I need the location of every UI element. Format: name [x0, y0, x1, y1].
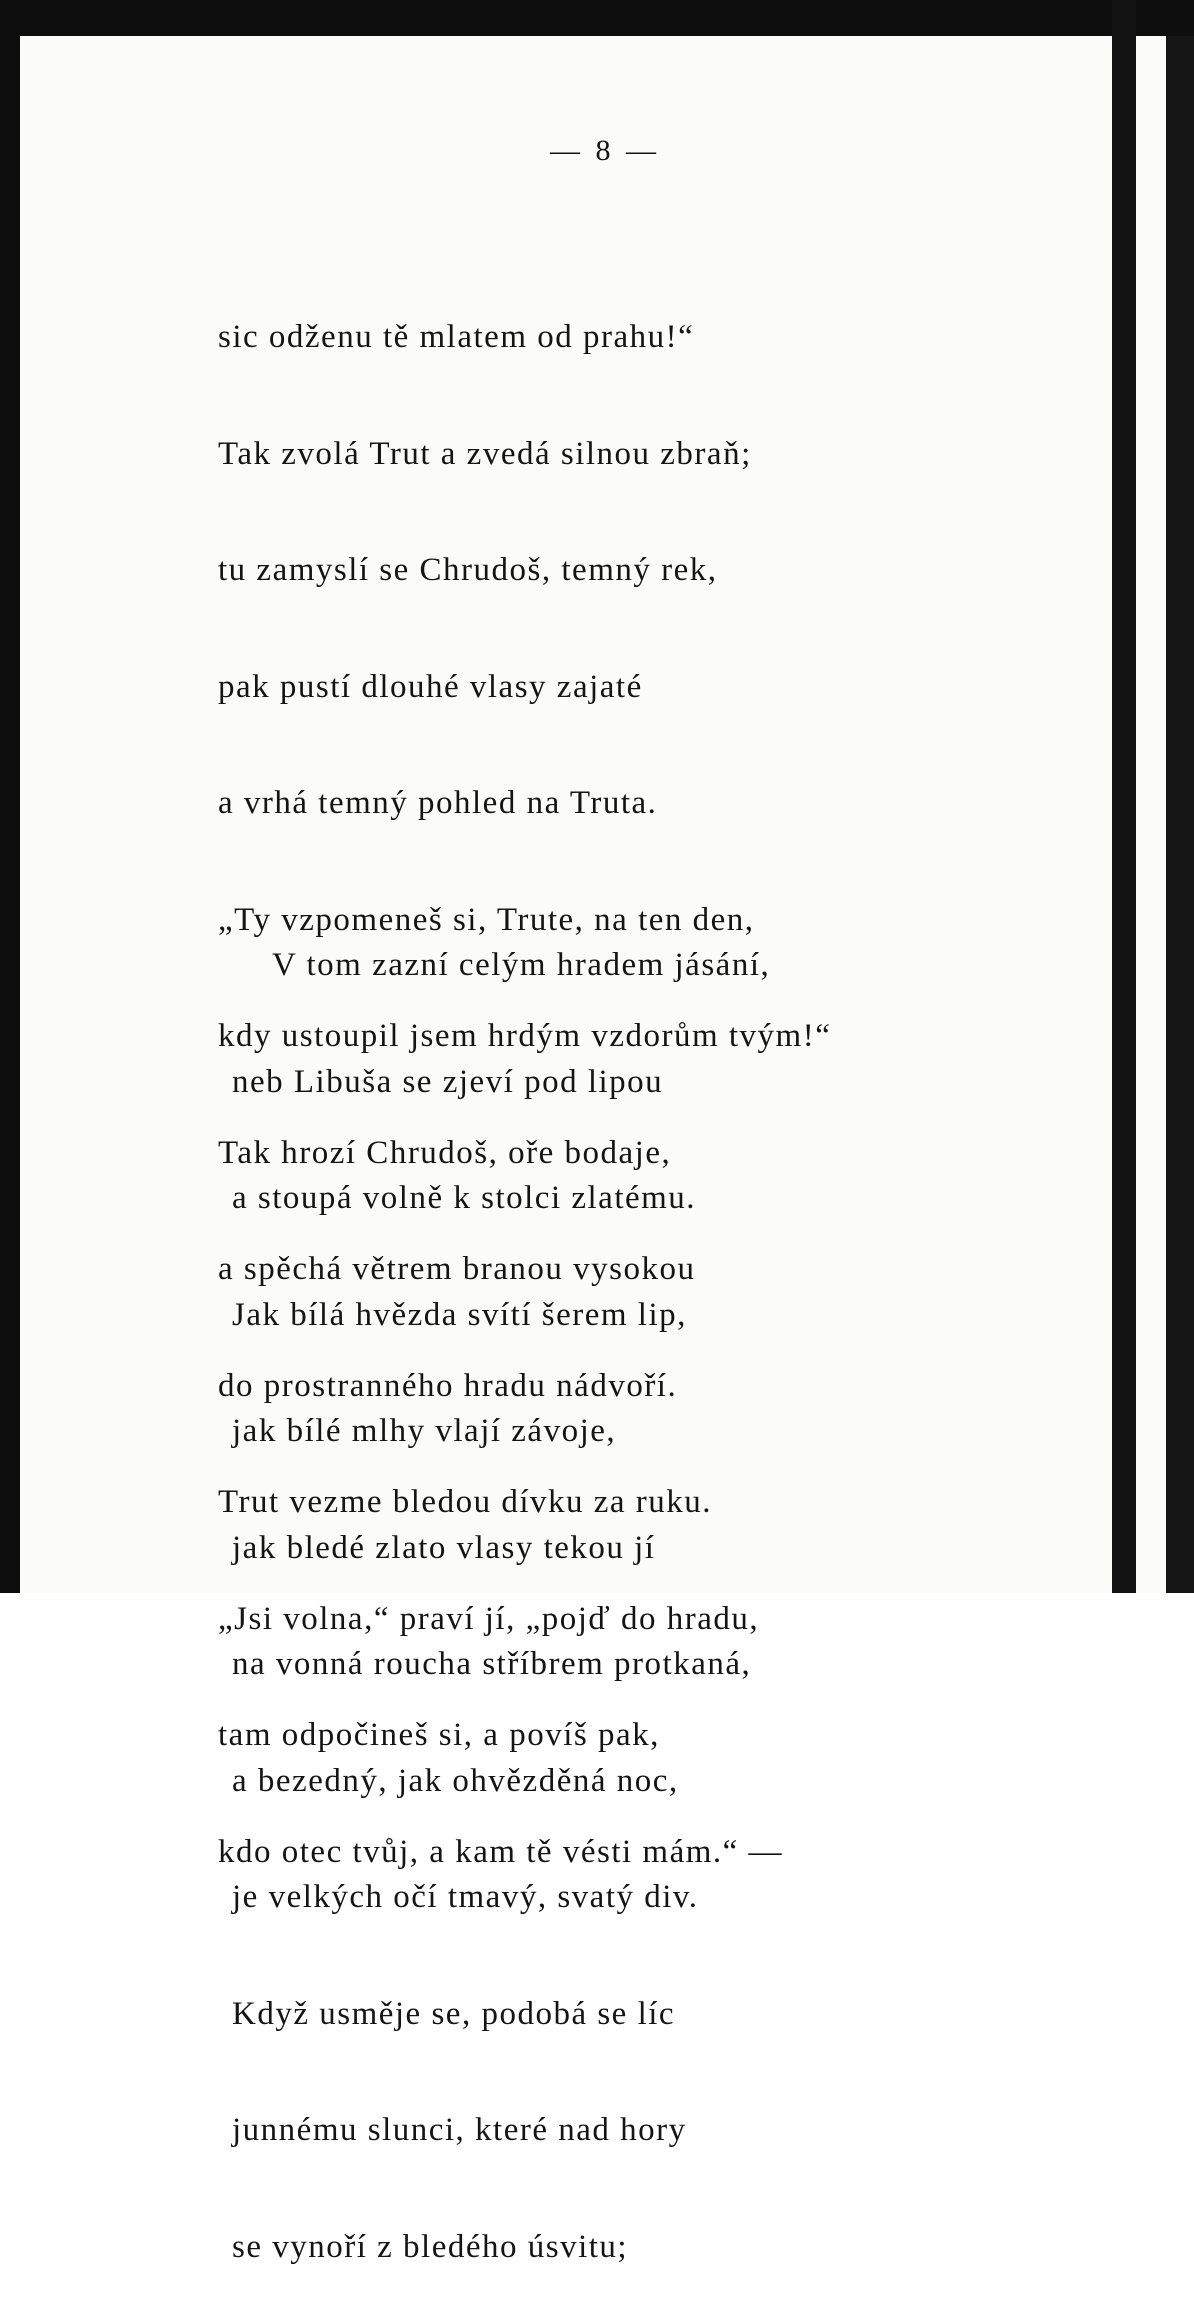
poem-line: jak bílé mlhy vlají závoje, [232, 1413, 617, 1449]
poem-line: sic odženu tě mlatem od prahu!“ [218, 319, 695, 355]
poem-line: kdo otec tvůj, a kam tě vésti mám.“ — [218, 1833, 784, 1870]
poem-line: junnému slunci, které nad hory [232, 2112, 687, 2148]
poem-line: a stoupá volně k stolci zlatému. [232, 1180, 697, 1216]
poem-line: a bezedný, jak ohvězděná noc, [232, 1762, 679, 1799]
poem-line: Tak zvolá Trut a zvedá silnou zbraň; [218, 435, 752, 472]
poem-line: na vonná roucha stříbrem protkaná, [232, 1646, 752, 1682]
poem-line: Trut vezme bledou dívku za ruku. [218, 1484, 713, 1520]
book-spine-shadow [1112, 0, 1136, 1593]
poem-line: je velkých očí tmavý, svatý div. [232, 1879, 699, 1915]
poem-line: Jak bílá hvězda svítí šerem lip, [232, 1296, 687, 1333]
adjacent-page-shadow [1166, 36, 1194, 1593]
poem-line: do prostranného hradu nádvoří. [218, 1367, 678, 1404]
poem-line: se vynoří z bledého úsvitu; [232, 2228, 629, 2265]
poem-line: Když usměje se, podobá se líc [232, 1995, 676, 2032]
scan-left-border [0, 0, 20, 1593]
poem-line: kdy ustoupil jsem hrdým vzdorům tvým!“ [218, 1018, 832, 1054]
poem-line: a vrhá temný pohled na Truta. [218, 785, 658, 821]
poem-line: V tom zazní celým hradem jásání, [272, 947, 771, 983]
poem-line: pak pustí dlouhé vlasy zajaté [218, 668, 643, 705]
poem-line: a spěchá větrem branou vysokou [218, 1251, 696, 1287]
poem-line: jak bledé zlato vlasy tekou jí [232, 1529, 656, 1566]
poem-line: Tak hrozí Chrudoš, oře bodaje, [218, 1134, 672, 1171]
poem-line: tu zamyslí se Chrudoš, temný rek, [218, 552, 718, 588]
scan-top-border [0, 0, 1194, 36]
poem-line: neb Libuša se zjeví pod lipou [232, 1063, 664, 1100]
poem-line: „Jsi volna,“ praví jí, „pojď do hradu, [218, 1600, 760, 1637]
page-number: — 8 — [550, 134, 660, 167]
poem-line: „Ty vzpomeneš si, Trute, na ten den, [218, 901, 755, 938]
poem-stanza-2 [232, 870, 770, 2305]
poem-line: tam odpočineš si, a povíš pak, [218, 1717, 660, 1753]
